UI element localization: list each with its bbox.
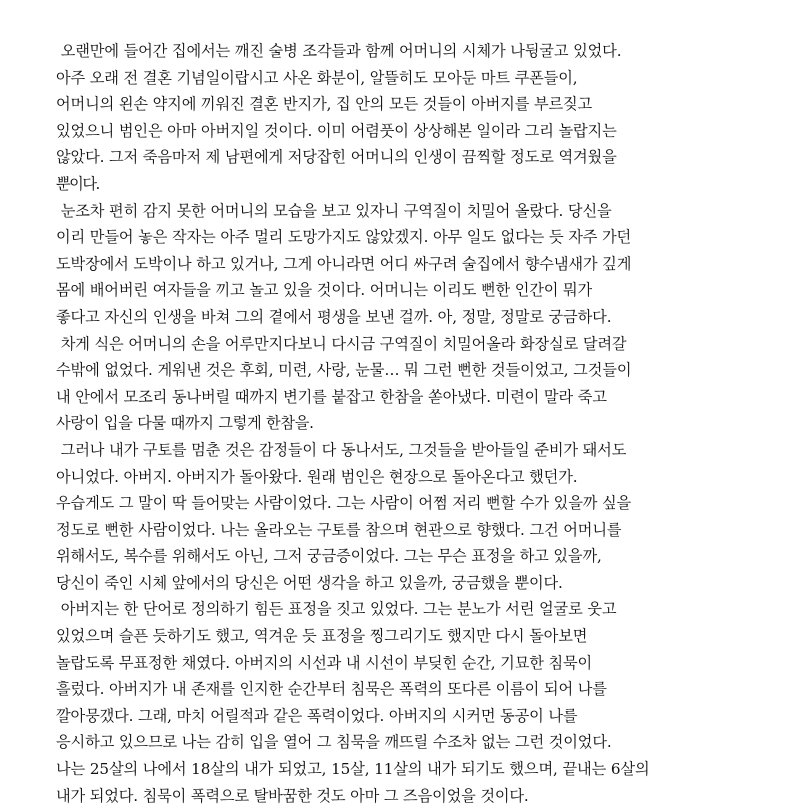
text-line: 이리 만들어 놓은 작자는 아주 멀리 도망가지도 않았겠지. 아무 일도 없다는 듯 자주 가던 [56,228,632,247]
text-line: 뿐이다. [56,174,99,193]
text-line: 그러나 내가 구토를 멈춘 것은 감정들이 다 동나서도, 그것들을 받아들일 준비가 돼서도 [56,440,627,459]
text-line: 사랑이 입을 다물 때까지 그렇게 한참을. [56,414,314,433]
text-line: 정도로 뻔한 사람이었다. 나는 올라오는 구토를 참으며 현관으로 향했다. 그건 어머니를 [56,520,622,539]
text-line: 몸에 배어버린 여자들을 끼고 놀고 있을 것이다. 어머니는 이리도 뻔한 인간이 뭐가 [56,281,593,300]
text-line: 깔아뭉갰다. 그래, 마치 어릴적과 같은 폭력이었다. 아버지의 시커먼 동공이 나를 [56,706,578,725]
text-line: 아버지는 한 단어로 정의하기 힘든 표정을 짓고 있었다. 그는 분노가 서린 얼굴로 웃고 [56,600,617,619]
text-line: 내 안에서 모조리 동나버릴 때까지 변기를 붙잡고 한참을 쏟아냈다. 미련이 말라 죽고 [56,387,607,406]
text-line: 아주 오래 전 결혼 기념일이랍시고 사온 화분이, 알뜰히도 모아둔 마트 쿠폰들이, [56,68,578,87]
text-line: 차게 식은 어머니의 손을 어루만지다보니 다시금 구역질이 치밀어올라 화장실로 달려갈 [56,334,627,353]
text-line: 어머니의 왼손 약지에 끼워진 결혼 반지가, 집 안의 모든 것들이 아버지를 부르짖고 [56,95,593,114]
text-line: 흘렀다. 아버지가 내 존재를 인지한 순간부터 침묵은 폭력의 또다른 이름이 되어 나를 [56,680,607,699]
text-line: 오랜만에 들어간 집에서는 깨진 술병 조각들과 함께 어머니의 시체가 나뒹굴고 있었다. [56,42,622,60]
text-line: 놀랍도록 무표정한 채였다. 아버지의 시선과 내 시선이 부딪힌 순간, 기묘한 침묵이 [56,653,593,672]
text-line: 좋다고 자신의 인생을 바쳐 그의 곁에서 평생을 보낸 걸까. 아, 정말, 정말로 궁금하다. [56,307,612,326]
text-line: 있었으며 슬픈 듯하기도 했고, 역겨운 듯 표정을 찡그리기도 했지만 다시 돌아보면 [56,627,588,646]
text-line: 있었으니 범인은 아마 아버지일 것이다. 이미 어렴풋이 상상해본 일이라 그리 놀랍지는 [56,121,617,140]
text-line: 나는 25살의 나에서 18살의 내가 되었고, 15살, 11살의 내가 되기도 했으며, 끝내는 6살의 [56,760,650,779]
text-line: 내가 되었다. 침묵이 폭력으로 탈바꿈한 것도 아마 그 즈음이었을 것이다. [56,786,529,805]
text-line: 우습게도 그 말이 딱 들어맞는 사람이었다. 그는 사람이 어쩜 저리 뻔할 수가 있을까 싶을 [56,494,632,513]
text-line: 도박장에서 도박이나 하고 있거나, 그게 아니라면 어디 싸구려 술집에서 향수냄새가 깊게 [56,254,632,273]
text-line: 위해서도, 복수를 위해서도 아닌, 그저 궁금증이었다. 그는 무슨 표정을 하고 있을까, [56,547,602,566]
text-line: 아니었다. 아버지. 아버지가 돌아왔다. 원래 범인은 현장으로 돌아온다고 했던가. [56,467,578,486]
text-line: 눈조차 편히 감지 못한 어머니의 모습을 보고 있자니 구역질이 치밀어 올랐다. 당신을 [56,201,612,220]
text-line: 않았다. 그저 죽음마저 제 남편에게 저당잡힌 어머니의 인생이 끔찍할 정도로 역겨웠을 [56,148,617,167]
text-line: 응시하고 있으므로 나는 감히 입을 열어 그 침묵을 깨뜨릴 수조차 없는 그런 것이었다. [56,733,612,752]
text-line: 수밖에 없었다. 게워낸 것은 후회, 미련, 사랑, 눈물… 뭐 그런 뻔한 것들이었고, 그것들이 [56,361,632,380]
text-line: 당신이 죽인 시체 앞에서의 당신은 어떤 생각을 하고 있을까, 궁금했을 뿐이다. [56,573,563,592]
